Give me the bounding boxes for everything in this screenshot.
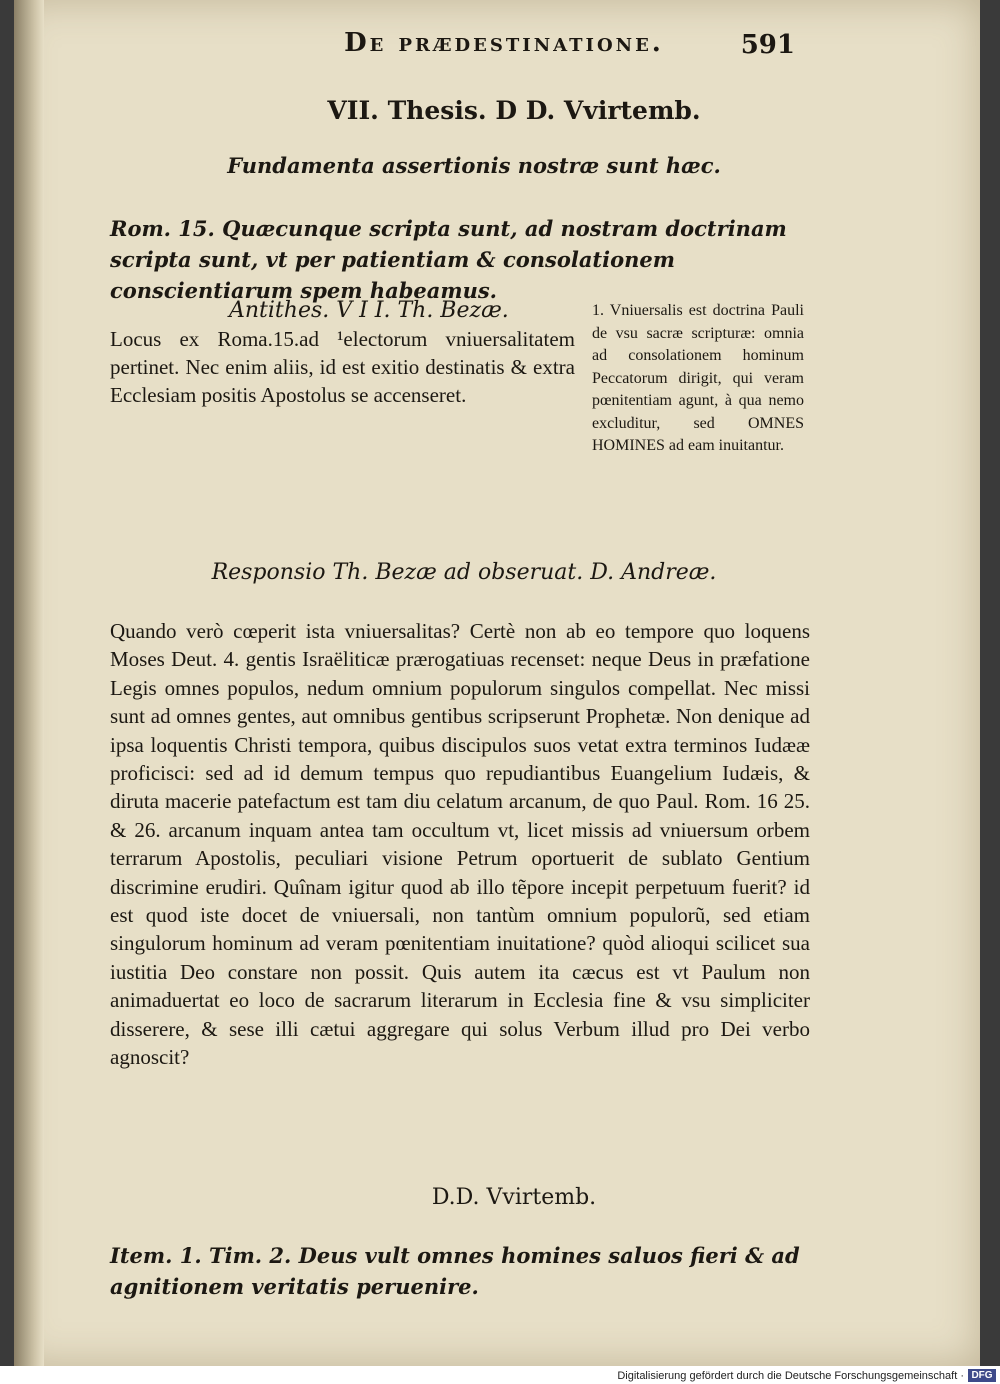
fundamenta-heading: Fundamenta assertionis nostræ sunt hæc. — [227, 153, 721, 178]
responsio-body: Quando verò cœperit ista vniuersalitas? Certè non ab eo tempore quo loquens Moses Deut. 4. gentis Israëliticæ prærogatiuas recenset: neque Deus in præfatione Legis omnes populos, nedum omnium populorum singulos compellat. Nec missi sunt ad omnes gentes, aut omnibus gentibus scripserunt Prophetæ. Non denique ad ipsa loquentis Christi tempora, quibus discipulos suos vetat extra terminos Iudææ proficisci: sed ad id demum tempus quo repudiantibus Euangelium Iudæis, & diruta macerie patefactum est tam diu celatum arcanum, de quo Paul. Rom. 16 25. & 26. arcanum inquam antea tam occultum vt, licet missis ad vniuersum orbem terrarum Apostolis, peculiari visione Petrum oportuerit de sublato Gentium discrimine erudiri. Quînam igitur quod ab illo tẽpore incepit perpetuum fuerit? id est quod iste docet de vniuersali, non tantùm omnium populorũ, sed etiam singulorum hominum ad veram pœnitentiam inuitatione? quòd alioqui scilicet sua iustitia Deo constare non possit. Quis autem ita cæcus est vt Paulum non animaduertat eo loco de sacrarum literarum in Ecclesia fine & vsu simpliciter disserere, & sese illi cætui aggregare qui solus Verbum illud pro Dei verbo agnoscit? — [110, 619, 810, 1070]
thesis-heading: VII. Thesis. D D. Vvirtemb. — [327, 96, 701, 125]
responsio-heading: Responsio Th. Bezæ ad obseruat. D. Andreæ. — [211, 560, 717, 585]
antithesis-heading: Antithes. V I I. Th. Bezæ. — [229, 298, 509, 323]
item-quote: Item. 1. Tim. 2. Deus vult omnes homines saluos fieri & ad agnitionem veritatis peruenire. — [110, 1243, 800, 1299]
wurt-heading: D.D. Vvirtemb. — [431, 1185, 597, 1210]
page-gutter — [14, 0, 44, 1366]
running-head: De prædestinatione. — [344, 28, 664, 58]
dfg-logo: DFG — [968, 1369, 996, 1382]
page-number: 591 — [740, 30, 795, 60]
rom-quote: Rom. 15. Quæcunque scripta sunt, ad nostram doctrinam scripta sunt, vt per patientiam & consolationem conscientiarum spem habeamus. — [110, 216, 787, 303]
antithesis-body: Locus ex Roma.15.ad ¹electorum vniuersalitatem pertinet. Nec enim aliis, id est exitio destinatis & extra Ecclesiam positis Apostolus se accenseret. — [110, 327, 575, 407]
margin-note: 1. Vniuersalis est doctrina Pauli de vsu sacræ scripturæ: omnia ad consolationem hominum Peccatorum dirigit, qui veram pœnitentiam agunt, à qua nemo excluditur, sed OMNES HOMINES ad eam inuitantur. — [592, 302, 804, 454]
book-page — [14, 0, 980, 1366]
footer-bar — [0, 1366, 1000, 1384]
footer-credit: Digitalisierung gefördert durch die Deutsche Forschungsgemeinschaft · — [617, 1370, 964, 1382]
